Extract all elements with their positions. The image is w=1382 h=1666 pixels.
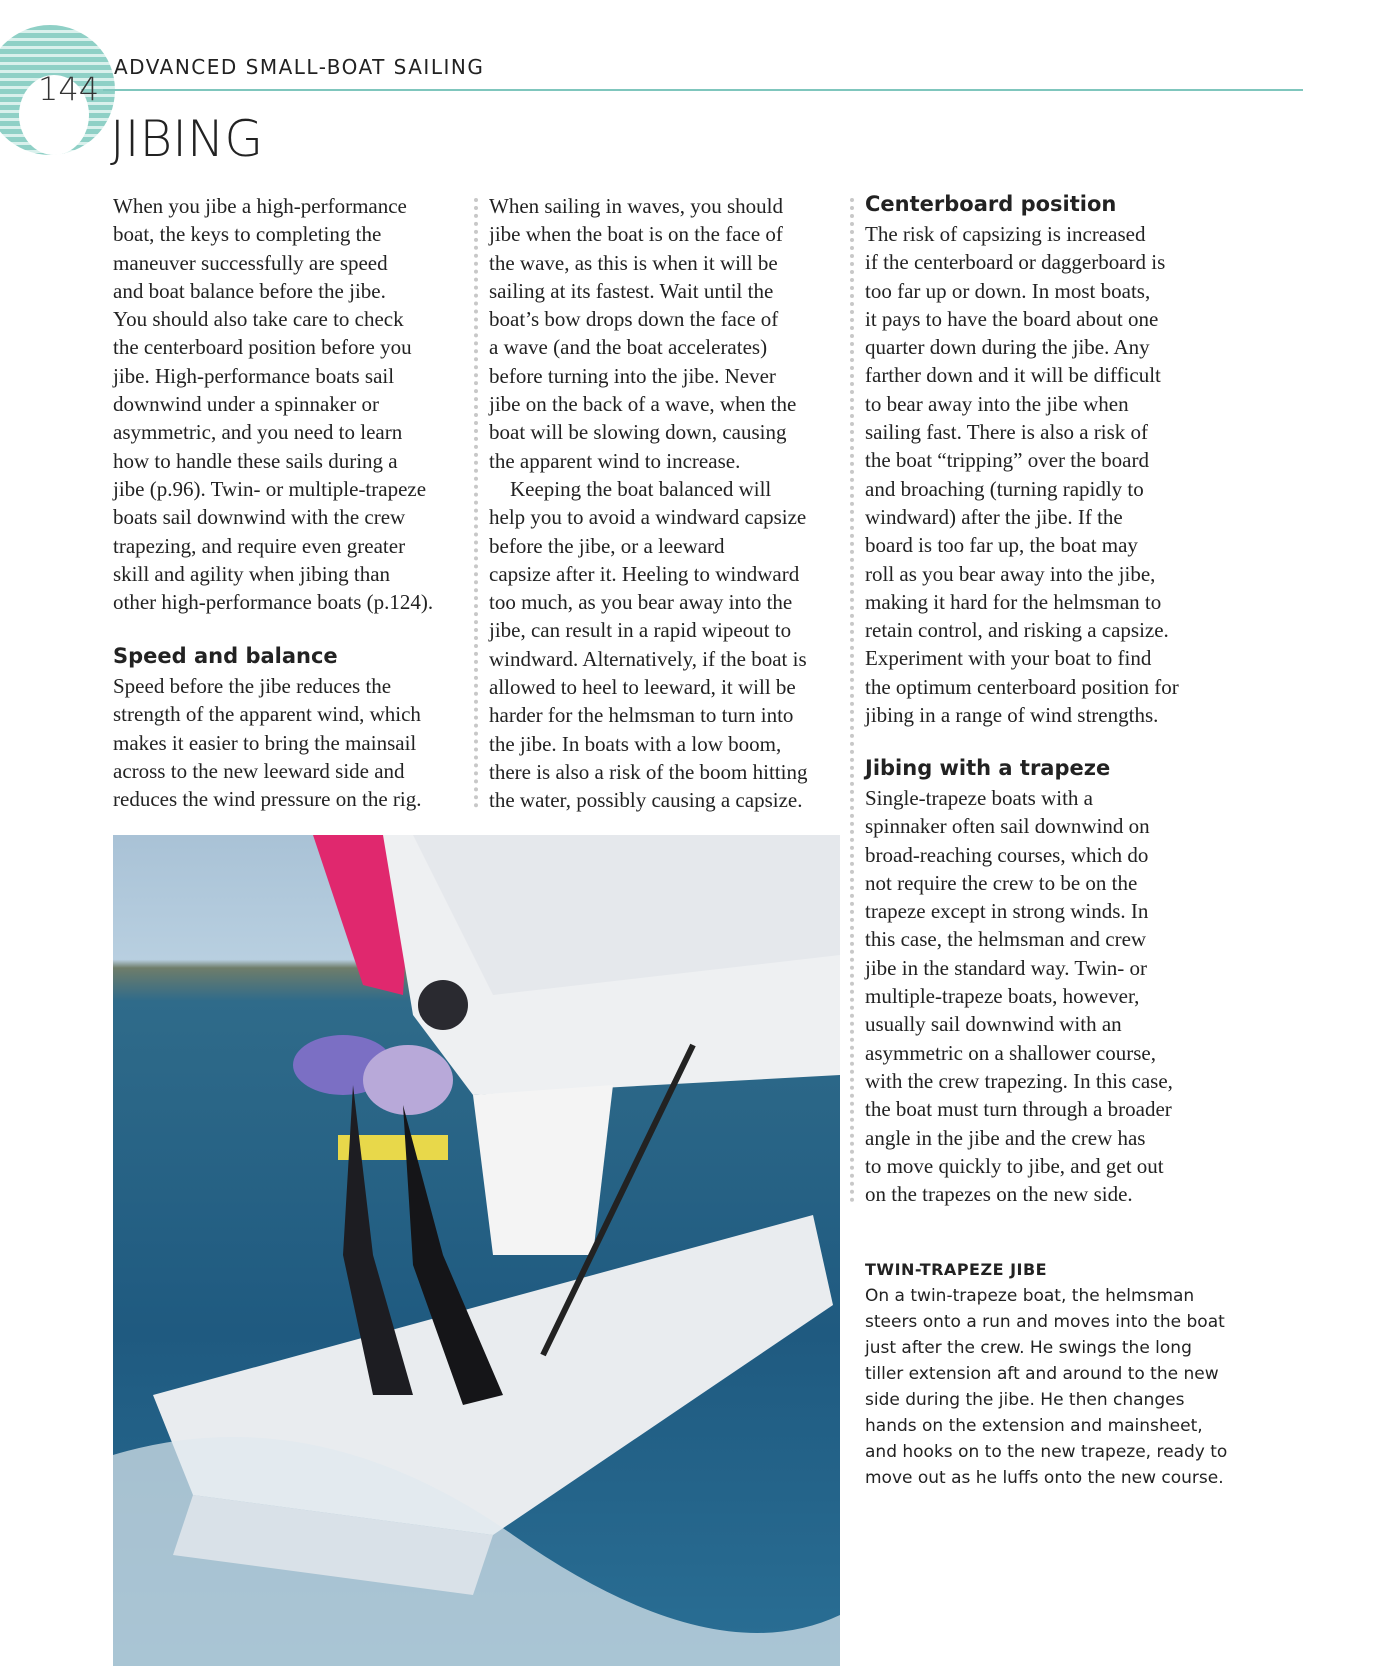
page-title: JIBING [110, 110, 264, 168]
heading-speed-balance: Speed and balance [113, 644, 338, 668]
running-head: ADVANCED SMALL-BOAT SAILING [114, 55, 485, 79]
heading-centerboard: Centerboard position [865, 192, 1117, 216]
col3-body1: The risk of capsizing is increased if the centerboard or daggerboard is too far up or down. In most boats, it pays to have the board about one quarter down during the jibe. Any farther down and it will be difficult to bear away into the jibe when sailing fast. There is also a risk of the boat “tripping” over the board and broaching (turning rapidly to windward) after the jibe. If the board is too far up, the boat may roll as you bear away into the jibe, making it hard for the helmsman to retain control, and risking a capsize. Experiment with your boat to find the optimum centerboard position for jibing in a range of wind strengths. [865, 222, 1179, 728]
col2-p1: When sailing in waves, you should jibe when the boat is on the face of the wave, as this is when it will be sailing at its fastest. Wait until the boat’s bow drops down the face of a wave (and the boat accelerates) before turning into the jibe. Never jibe on the back of a wave, when the boat will be slowing down, causing the apparent wind to increase. [489, 194, 797, 473]
caption-heading: TWIN-TRAPEZE JIBE [865, 1260, 1048, 1279]
column-divider [850, 198, 854, 1203]
col1-body: Speed before the jibe reduces the strength of the apparent wind, which makes it easier to bring the mainsail across to the new leeward side and reduces the wind pressure on the rig. [113, 674, 422, 812]
col1-intro: When you jibe a high-performance boat, the keys to completing the maneuver successfully are speed and boat balance before the jibe. You should also take care to check the centerboard position before you jibe. High-performance boats sail downwind under a spinnaker or asymmetric, and you need to learn how to handle these sails during a jibe (p.96). Twin- or multiple-trapeze boats sail downwind with the crew trapezing, and require even greater skill and agility when jibing than other high-performance boats (p.124). [113, 194, 434, 615]
header-rule [103, 89, 1303, 91]
column-divider [474, 198, 478, 808]
page-number: 144 [38, 70, 100, 108]
twin-trapeze-boat-image [113, 835, 840, 1666]
col3-body2: Single-trapeze boats with a spinnaker often sail downwind on broad-reaching courses, which do not require the crew to be on the trapeze except in strong winds. In this case, the helmsman and crew jibe in the standard way. Twin- or multiple-trapeze boats, however, usually sail downwind with an asymmetric on a shallower course, with the crew trapezing. In this case, the boat must turn through a broader angle in the jibe and the crew has to move quickly to jibe, and get out on the trapezes on the new side. [865, 786, 1173, 1207]
caption-text: On a twin-trapeze boat, the helmsman steers onto a run and moves into the boat just after the crew. He swings the long tiller extension aft and around to the new side during the jibe. He then changes hands on the extension and mainsheet, and hooks on to the new trapeze, ready to move out as he luffs onto the new course. [865, 1286, 1228, 1488]
sailing-photo [113, 835, 840, 1666]
heading-trapeze: Jibing with a trapeze [865, 756, 1111, 780]
col2-p2: Keeping the boat balanced will help you to avoid a windward capsize before the jibe, or a leeward capsize after it. Heeling to windward too much, as you bear away into the jibe, can result in a rapid wipeout to windward. Alternatively, if the boat is allowed to heel to leeward, it will be harder for the helmsman to turn into the jibe. In boats with a low boom, there is also a risk of the boom hitting the water, possibly causing a capsize. [489, 477, 808, 813]
